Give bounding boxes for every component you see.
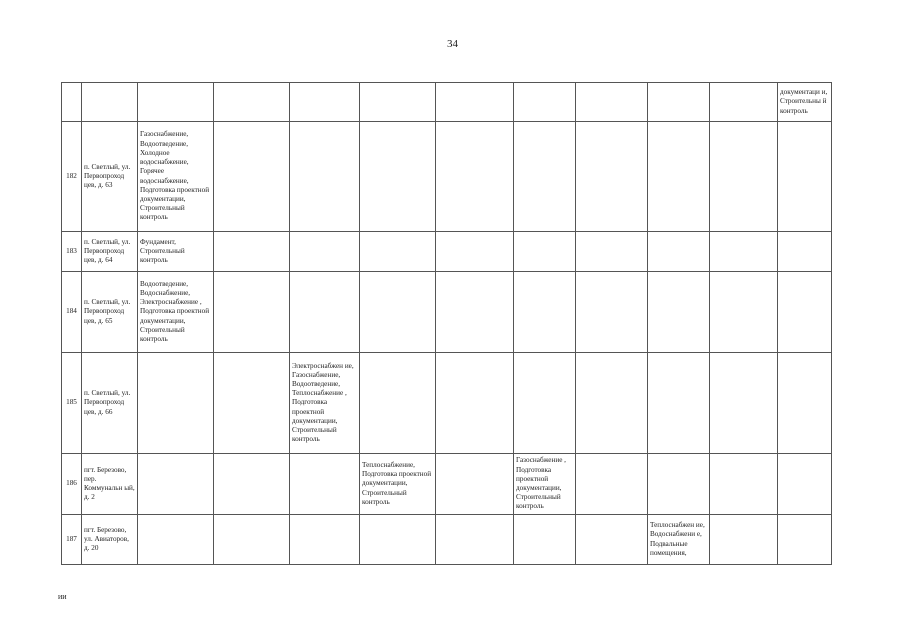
footer-mark: ии xyxy=(58,592,67,601)
table-cell: Теплоснабжение, Подготовка проектной документации, Строительный контроль xyxy=(360,454,436,515)
row-number: 183 xyxy=(62,232,82,272)
table-row xyxy=(62,232,832,272)
works-table xyxy=(61,82,832,565)
row-number: 184 xyxy=(62,272,82,353)
table-cell: Газоснабжение , Подготовка проектной документации, Строительный контроль xyxy=(514,454,576,515)
table-cell: Водоотведение, Водоснабжение, Электроснабжение , Подготовка проектной документации, Строительный контроль xyxy=(138,272,214,353)
table-row xyxy=(62,353,832,454)
table-row xyxy=(62,122,832,232)
table-row xyxy=(62,83,832,122)
row-number: 185 xyxy=(62,353,82,454)
table-cell: Газоснабжение, Водоотведение, Холодное водоснабжение, Горячее водоснабжение, Подготовка проектной документации, Строительный контроль xyxy=(138,122,214,232)
table-cell: документаци и, Строительны й контроль xyxy=(778,83,832,122)
table-cell: Фундамент, Строительный контроль xyxy=(138,232,214,272)
address-cell: п. Светлый, ул. Первопроход цев, д. 64 xyxy=(82,232,138,272)
row-number: 182 xyxy=(62,122,82,232)
address-cell: п. Светлый, ул. Первопроход цев, д. 63 xyxy=(82,122,138,232)
page-number: 34 xyxy=(447,38,458,50)
address-cell: п. Светлый, ул. Первопроход цев, д. 65 xyxy=(82,272,138,353)
table-row xyxy=(62,454,832,515)
table-row xyxy=(62,272,832,353)
row-number: 187 xyxy=(62,515,82,565)
table-row xyxy=(62,515,832,565)
row-number: 186 xyxy=(62,454,82,515)
address-cell: п. Светлый, ул. Первопроход цев, д. 66 xyxy=(82,353,138,454)
table-cell: Теплоснабжен ие, Водоснабжени е, Подвальные помещения, xyxy=(648,515,710,565)
table-cell: Электроснабжен ие, Газоснабжение, Водоотведение, Теплоснабжение , Подготовка проектной документации, Строительный контроль xyxy=(290,353,360,454)
address-cell: пгт. Березово, пер. Коммунальн ый, д. 2 xyxy=(82,454,138,515)
address-cell: пгт. Березово, ул. Авиаторов, д. 20 xyxy=(82,515,138,565)
